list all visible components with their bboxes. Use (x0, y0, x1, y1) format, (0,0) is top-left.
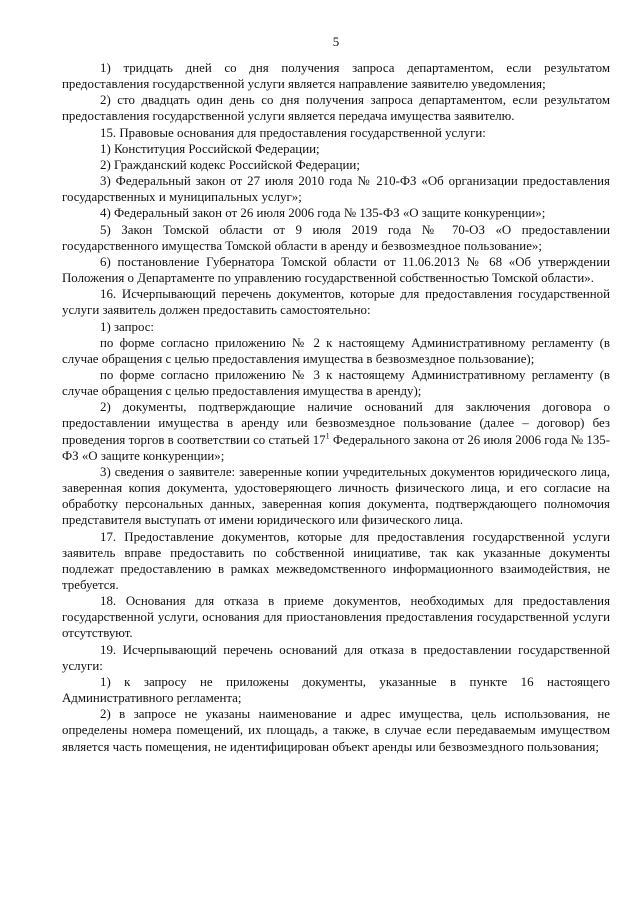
paragraph-16-item-2 (62, 399, 610, 464)
paragraph-16-heading: 16. Исчерпывающий перечень документов, которые для предоставления государственной услуги заявитель должен предоставить самостоятельно: (62, 287, 610, 318)
paragraph-16-form-3: по форме согласно приложению № 3 к настоящему Административному регламенту (в случае обращения с целью предоставления имущества в аренду); (62, 367, 610, 399)
paragraph-17: 17. Предоставление документов, которые для предоставления государственной услуги заявитель вправе предоставить по собственной инициативе, так как указанные документы подлежат предоставлению в рамках межведомственного информационного взаимодействия, не требуется. (62, 529, 610, 592)
paragraph-15-item-4: 4) Федеральный закон от 26 июля 2006 года № 135-ФЗ «О защите конкуренции»; (100, 206, 546, 221)
paragraph-18: 18. Основания для отказа в приеме документов, необходимых для предоставления государственной услуги, основания для приостановления предоставления государственной услуги отсутствуют. (62, 594, 610, 641)
page-number: 5 (332, 35, 340, 49)
paragraph-term-30-days: 1) тридцать дней со дня получения запроса департаментом, если результатом предоставления государственной услуги является направление заявителю уведомления; (62, 61, 610, 92)
paragraph-16-item-3: 3) сведения о заявителе: заверенные копии учредительных документов юридического лица, заверенная копия документа, удостоверяющего личность физического лица, и его согласие на обработку персональных данных, заверенная копия документа, подтверждающего полномочия представителя выступать от имени юридического или физического лица. (62, 464, 610, 528)
paragraph-19-item-2: 2) в запросе не указаны наименование и адрес имущества, цель использования, не определены номера помещений, их площадь, а также, в случае если передаваемым имуществом является часть помещения, не идентифицирован объект аренды или безвозмездного пользования; (62, 707, 610, 754)
article-superscript: 1 (325, 431, 330, 441)
paragraph-16-item-2-text-a: 2) документы, подтверждающие наличие оснований для заключения договора о предоставлении имущества в аренду или безвозмездное пользование (далее – договор) без проведения торгов в соответствии со статьей 17 (62, 400, 610, 447)
paragraph-15-item-3: 3) Федеральный закон от 27 июля 2010 года № 210-ФЗ «Об организации предоставления государственных и муниципальных услуг»; (62, 174, 610, 205)
paragraph-19-heading: 19. Исчерпывающий перечень оснований для отказа в предоставлении государственной услуги: (62, 642, 610, 673)
paragraph-15-item-6: 6) постановление Губернатора Томской области от 11.06.2013 № 68 «Об утверждении Положения о Департаменте по управлению государственной собственностью Томской области». (62, 254, 610, 286)
paragraph-16-form-2: по форме согласно приложению № 2 к настоящему Административному регламенту (в случае обращения с целью предоставления имущества в безвозмездное пользование); (62, 335, 610, 366)
paragraph-19-item-1: 1) к запросу не приложены документы, указанные в пункте 16 настоящего Административного регламента; (62, 674, 610, 706)
paragraph-15-heading: 15. Правовые основания для предоставления государственной услуги: (100, 125, 486, 140)
paragraph-15-item-2: 2) Гражданский кодекс Российской Федерации; (100, 157, 360, 172)
paragraph-15-item-1: 1) Конституция Российской Федерации; (100, 141, 320, 156)
paragraph-16-item-1: 1) запрос: (100, 319, 155, 334)
paragraph-term-121-days: 2) сто двадцать один день со дня получения запроса департаментом, если результатом предоставления государственной услуги является передача имущества заявителю. (62, 93, 610, 124)
paragraph-16-item-2-text-b: Федерального закона от 26 июля 2006 года № 135-ФЗ «О защите конкуренции»; (62, 432, 611, 463)
paragraph-15-item-5: 5) Закон Томской области от 9 июля 2019 года № 70-ОЗ «О предоставлении государственного имущества Томской области в аренду и безвозмездное пользование»; (62, 222, 610, 253)
